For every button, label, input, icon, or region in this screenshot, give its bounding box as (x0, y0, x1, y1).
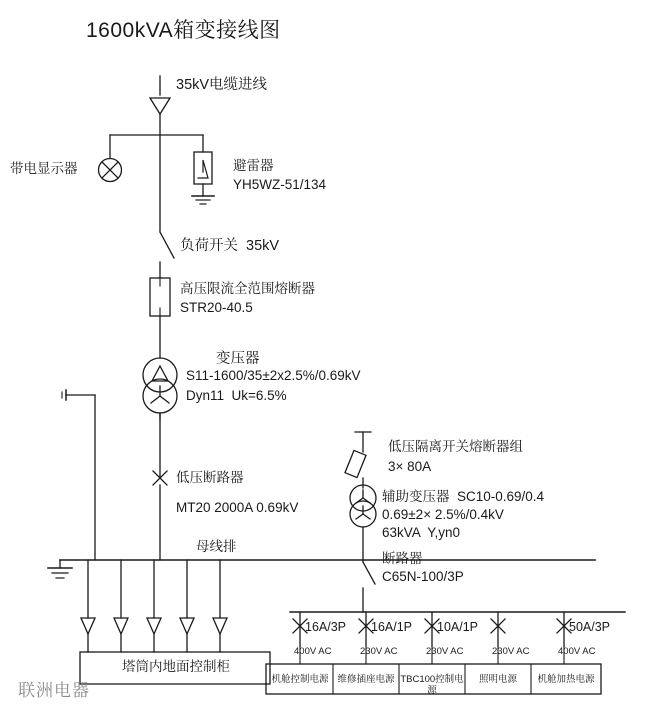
label-lv-breaker-name: 低压断路器 (176, 470, 244, 485)
label-transformer-name: 变压器 (216, 351, 260, 367)
lv-isolating-fuse-icon (345, 450, 366, 477)
cabinet-feeders (81, 560, 227, 652)
branch-load-3: TBC100控制电源 (400, 674, 464, 697)
branch-rating-5: 50A/3P (569, 620, 611, 634)
label-control-cabinet: 塔筒内地面控制柜 (122, 659, 230, 674)
cable-termination-icon (150, 98, 170, 114)
branch-voltage-5: 400V AC (558, 646, 596, 657)
label-transformer-model-1: S11-1600/35±2x2.5%/0.69kV (186, 368, 361, 383)
lv-main-breaker-icon (363, 562, 375, 584)
branch-load-5: 机舱加热电源 (537, 674, 595, 685)
load-switch-icon (160, 232, 174, 258)
label-hv-fuse-name: 高压限流全范围熔断器 (180, 281, 315, 296)
label-iso-switch-name: 低压隔离开关熔断器组 (388, 439, 523, 454)
label-iso-switch-rating: 3× 80A (388, 459, 432, 474)
branch-voltage-2: 230V AC (360, 646, 398, 657)
watermark-text: 联洲电器 (18, 681, 90, 700)
label-breaker-model: C65N-100/3P (382, 569, 464, 584)
label-breaker-name: 断路器 (382, 551, 423, 566)
label-hv-fuse-model: STR20-40.5 (180, 300, 253, 315)
star-winding-symbol (151, 386, 169, 403)
branch-voltage-4: 230V AC (492, 646, 530, 657)
label-incoming-line: 35kV电缆进线 (176, 77, 268, 93)
diagram-title: 1600kVA箱变接线图 (86, 19, 281, 42)
label-arrester-model: YH5WZ-51/134 (233, 177, 327, 192)
label-load-switch: 负荷开关 35kV (180, 238, 280, 254)
branch-load-1: 机舱控制电源 (271, 674, 329, 685)
label-lv-breaker-model: MT20 2000A 0.69kV (176, 500, 299, 515)
label-aux-transformer-name: 辅助变压器 SC10-0.69/0.4 (382, 489, 545, 504)
label-busbar: 母线排 (196, 539, 237, 554)
branch-voltage-1: 400V AC (294, 646, 332, 657)
aux-star-symbols (356, 490, 370, 519)
label-live-display: 带电显示器 (10, 161, 78, 176)
label-arrester-name: 避雷器 (233, 158, 274, 173)
label-aux-transformer-model-1: 0.69±2× 2.5%/0.4kV (382, 507, 504, 522)
label-transformer-model-2: Dyn11 Uk=6.5% (186, 388, 287, 403)
branch-voltage-3: 230V AC (426, 646, 464, 657)
branch-rating-1: 16A/3P (305, 620, 347, 634)
branch-rating-2: 16A/1P (371, 620, 413, 634)
branch-rating-3: 10A/1P (437, 620, 479, 634)
branch-load-2: 维修插座电源 (337, 674, 395, 685)
branch-load-4: 照明电源 (478, 674, 517, 685)
label-aux-transformer-model-2: 63kVA Y,yn0 (382, 525, 461, 540)
